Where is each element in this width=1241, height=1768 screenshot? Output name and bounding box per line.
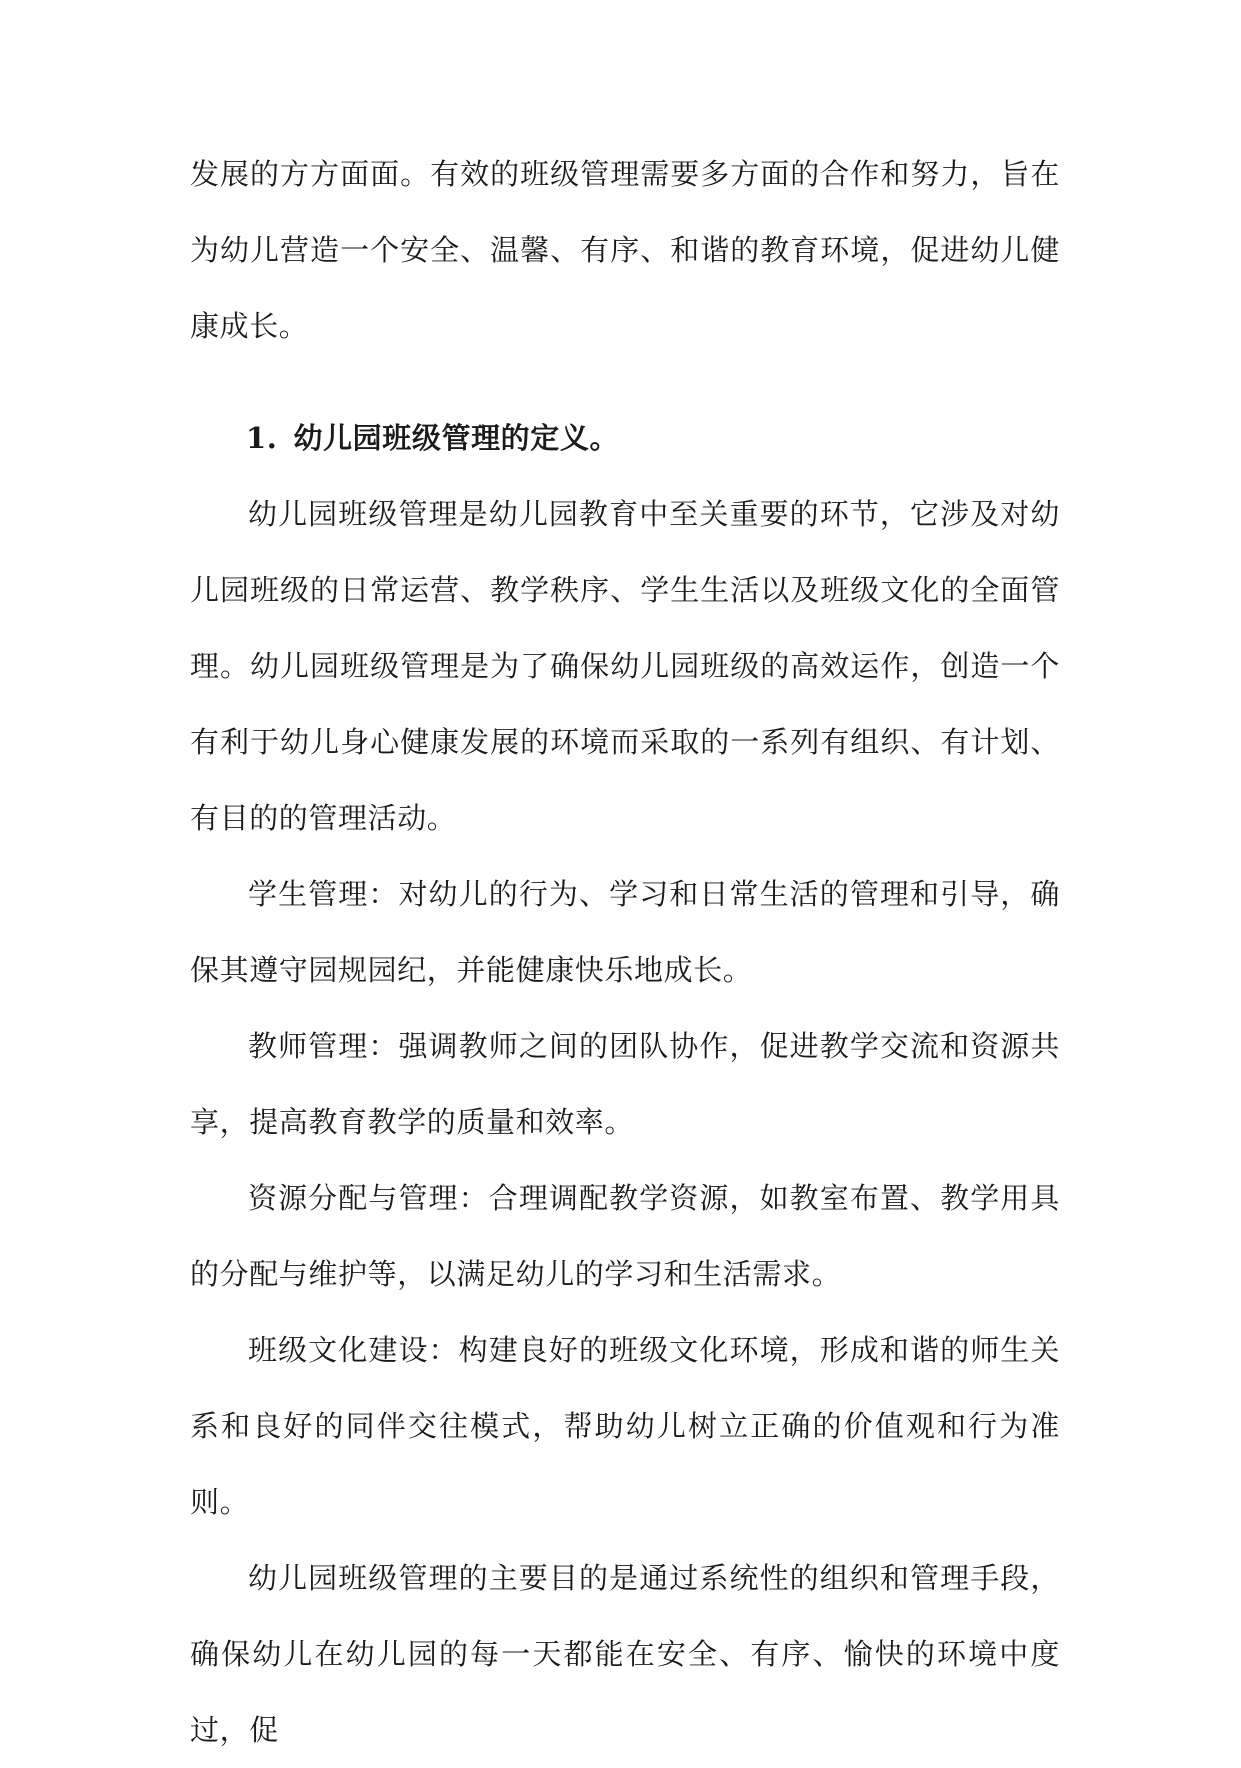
paragraph-definition: 幼儿园班级管理是幼儿园教育中至关重要的环节，它涉及对幼儿园班级的日常运营、教学秩序、学生生活以及班级文化的全面管理。幼儿园班级管理是为了确保幼儿园班级的高效运作，创造一个有利于幼儿身心健康发展的环境而采取的一系列有组织、有计划、有目的的管理活动。: [190, 497, 1060, 835]
paragraph-teacher-management: 教师管理：强调教师之间的团队协作，促进教学交流和资源共享，提高教育教学的质量和效率。: [190, 1029, 1060, 1139]
section-heading: [190, 400, 1060, 476]
paragraph-resource-management: 资源分配与管理：合理调配教学资源，如教室布置、教学用具的分配与维护等，以满足幼儿的学习和生活需求。: [190, 1181, 1060, 1291]
section-title: 幼儿园班级管理的定义。: [293, 421, 620, 455]
paragraph-student-management: 学生管理：对幼儿的行为、学习和日常生活的管理和引导，确保其遵守园规园纪，并能健康快乐地成长。: [190, 877, 1060, 987]
intro-paragraph: 发展的方方面面。有效的班级管理需要多方面的合作和努力，旨在为幼儿营造一个安全、温馨、有序、和谐的教育环境，促进幼儿健康成长。: [190, 157, 1060, 343]
section-number: 1.: [246, 421, 278, 455]
paragraph-class-culture: 班级文化建设：构建良好的班级文化环境，形成和谐的师生关系和良好的同伴交往模式，帮助幼儿树立正确的价值观和行为准则。: [190, 1333, 1060, 1519]
paragraph-main-purpose: 幼儿园班级管理的主要目的是通过系统性的组织和管理手段，确保幼儿在幼儿园的每一天都能在安全、有序、愉快的环境中度过，促: [190, 1561, 1060, 1747]
document-page: [190, 136, 1060, 1768]
